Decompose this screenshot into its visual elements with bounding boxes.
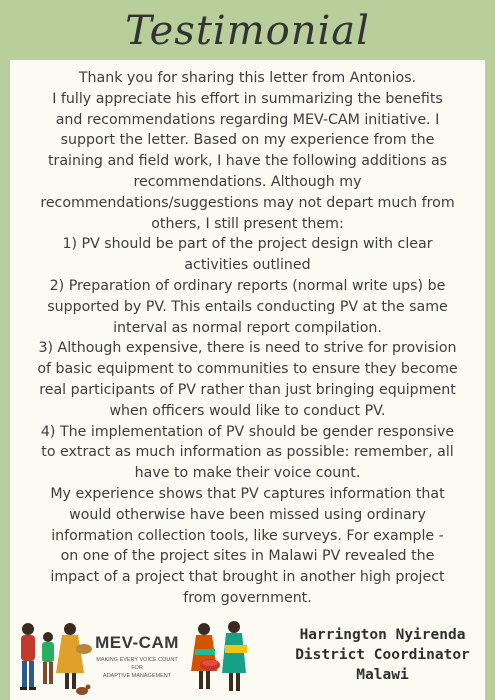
testimonial-card — [10, 60, 485, 700]
testimonial-line: Thank you for sharing this letter from Antonios. — [78, 70, 417, 86]
testimonial-line: information collection tools, like surveys. For example - — [51, 527, 444, 544]
testimonial-line: My experience shows that PV captures information that — [50, 485, 445, 502]
testimonial-line: impact of a project that brought in another high project — [50, 569, 445, 586]
brand-block — [92, 633, 182, 680]
testimonial-line: real participants of PV rather than just bringing equipment — [39, 381, 456, 398]
testimonial-line: activities outlined — [184, 257, 311, 274]
logo-area — [14, 615, 284, 700]
signature-role: District Coordinator — [295, 647, 470, 663]
testimonial-line: have to make their voice count. — [134, 465, 361, 482]
testimonial-line: others, I still present them: — [151, 215, 344, 232]
family-illustration-icon — [14, 615, 94, 700]
brand-name: MEV-CAM — [95, 633, 179, 652]
testimonial-line: would otherwise have been missed using ordinary — [69, 506, 426, 523]
testimonial-line: support the letter. Based on my experience from the — [60, 132, 435, 149]
brand-tagline-line1: MAKING EVERY VOICE COUNT FOR — [96, 657, 178, 671]
testimonial-line: 2) Preparation of ordinary reports (normal write ups) be — [49, 277, 446, 294]
testimonial-line: when officers would like to conduct PV. — [109, 402, 386, 419]
testimonial-line: from government. — [183, 589, 312, 606]
signature-block — [280, 625, 485, 685]
signature-country: Malawi — [356, 667, 409, 683]
page-title: Testimonial — [125, 8, 370, 54]
testimonial-line: training and field work, I have the following additions as — [47, 153, 448, 170]
testimonial-line: I fully appreciate his effort in summarizing the benefits — [52, 90, 443, 107]
testimonial-line: recommendations. Although my — [133, 173, 362, 190]
testimonial-line: supported by PV. This entails conducting PV at the same — [47, 298, 448, 315]
brand-tagline-line2: ADAPTIVE MANAGEMENT — [102, 673, 172, 679]
testimonial-line: interval as normal report compilation. — [113, 319, 382, 336]
testimonial-line: and recommendations regarding MEV-CAM initiative. I — [55, 111, 440, 128]
testimonial-line: recommendations/suggestions may not depart much from — [40, 194, 455, 211]
testimonial-body — [10, 68, 485, 609]
testimonial-line: 1) PV should be part of the project design with clear — [62, 236, 433, 253]
signature-name: Harrington Nyirenda — [299, 627, 466, 643]
testimonial-line: of basic equipment to communities to ensure they become — [37, 361, 458, 378]
testimonial-line: to extract as much information as possible: remember, all — [41, 444, 454, 461]
testimonial-line: on one of the project sites in Malawi PV revealed the — [60, 548, 435, 565]
testimonial-line: 4) The implementation of PV should be gender responsive — [40, 423, 455, 440]
women-illustration-icon — [182, 615, 272, 700]
testimonial-line: 3) Although expensive, there is need to strive for provision — [38, 340, 457, 357]
